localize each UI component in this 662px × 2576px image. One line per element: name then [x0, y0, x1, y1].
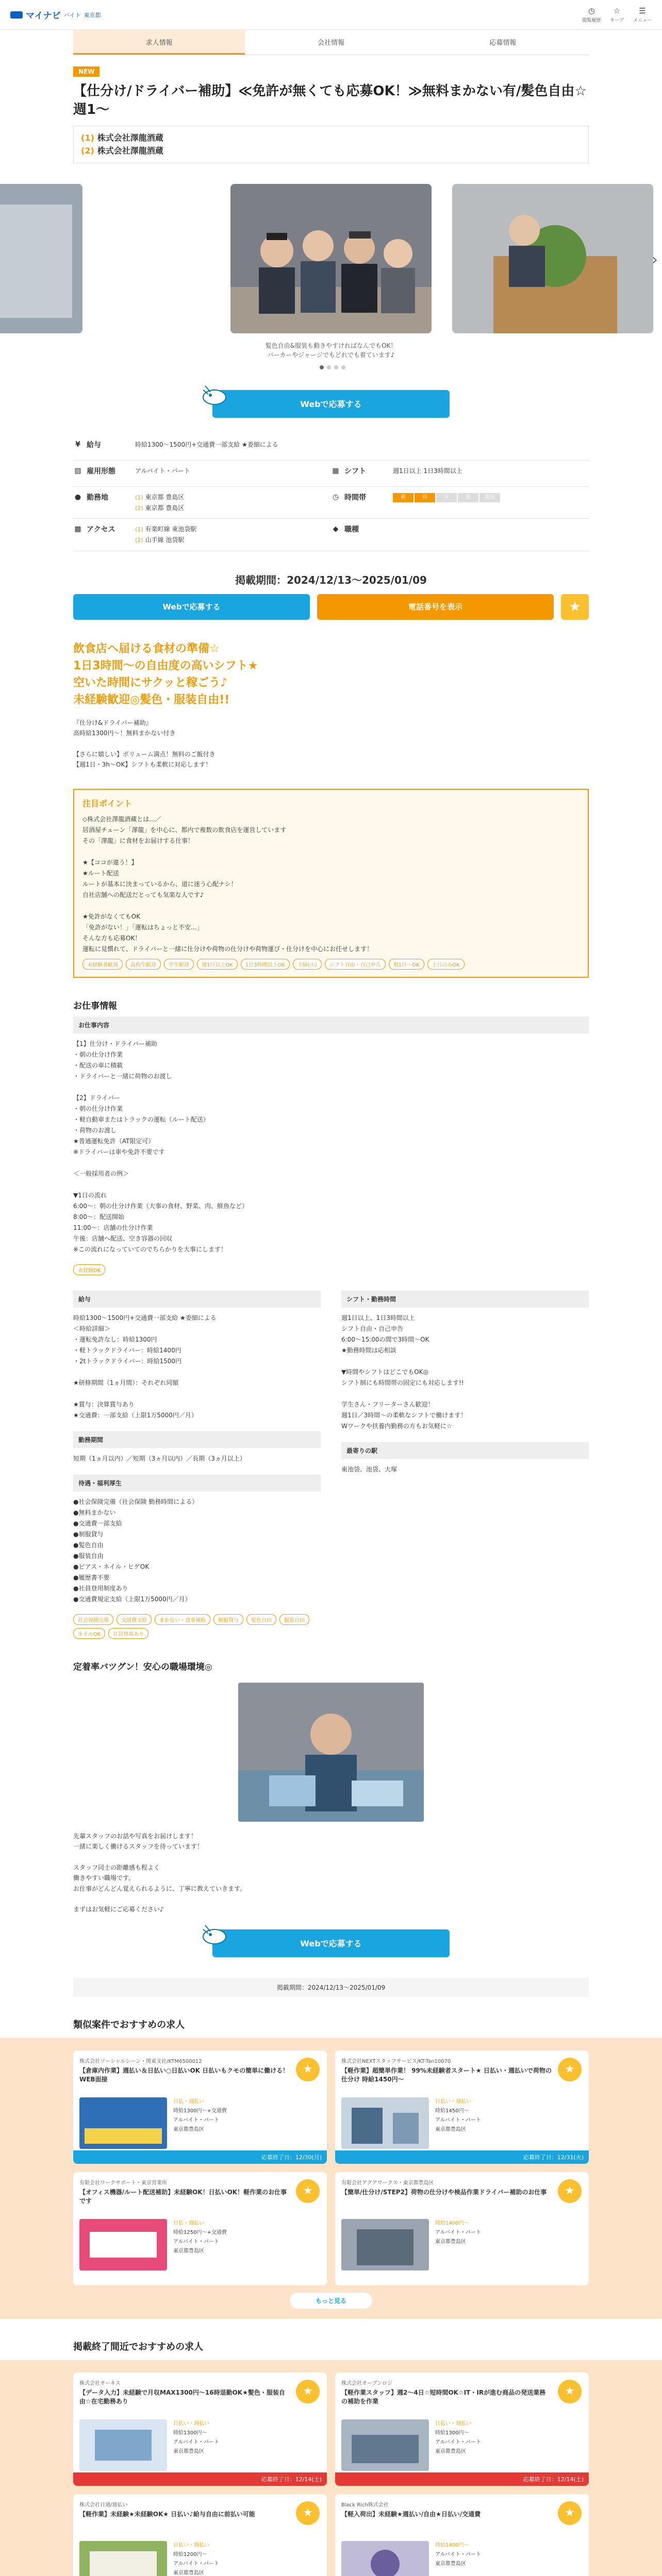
card-company: 株式会社NEXTスタッフサービス/KT-Tan10070 — [341, 2058, 451, 2064]
similar-jobs-grid — [73, 2050, 589, 2285]
clock-icon: ◷ — [332, 493, 339, 501]
feature-tag[interactable]: 週1日以上OK — [197, 959, 238, 970]
menu-label: メニュー — [633, 18, 652, 23]
right-col — [341, 1285, 589, 1639]
gallery-next-icon[interactable]: › — [652, 250, 658, 269]
card-details: 日払・週払い 時給1250円～+交通費 アルバイト・パート 東京都豊島区 — [173, 2220, 227, 2254]
workplace-photo — [238, 1683, 424, 1822]
card-details: 時給1400円～ アルバイト・パート 東京都豊島区 — [435, 2220, 481, 2245]
benefit-tag[interactable]: まかない・食事補助 — [155, 1614, 210, 1625]
card-details: 時給1400円～ アルバイト・パート 東京都豊島区 — [435, 2542, 481, 2567]
work-bar: お仕事内容 — [73, 1016, 589, 1033]
more-button[interactable]: もっと見る — [290, 2293, 372, 2309]
company-line-2[interactable] — [81, 144, 581, 158]
job-card[interactable] — [73, 2372, 327, 2486]
card-company: Black Rich株式会社 — [341, 2502, 389, 2508]
card-thumbnail — [79, 2419, 167, 2471]
job-card[interactable] — [335, 2050, 589, 2164]
benefit-tag[interactable]: 交通費支給 — [117, 1614, 152, 1625]
card-thumbnail — [79, 2541, 167, 2576]
work-section-title: お仕事情報 — [73, 1001, 117, 1011]
company-line-1[interactable] — [81, 131, 581, 145]
card-deadline: 応募終了日：12/30(月) — [73, 2150, 327, 2164]
info-row — [73, 519, 589, 551]
location-label: ● 勤務地 — [73, 492, 135, 502]
card-body — [341, 2219, 583, 2270]
gallery-photo-next — [452, 184, 653, 333]
time-cell: 朝 — [393, 493, 413, 502]
shift-value: 週1日以上 1日3時間以上 — [393, 467, 462, 474]
star-icon: ★ — [303, 2506, 313, 2520]
salary-value: 時給1300～1500円+交通費一部支給 ★委細による — [135, 440, 278, 448]
apply-web-button[interactable] — [212, 390, 450, 418]
card-details: 日払い・週払い 時給1200円～ アルバイト・パート 東京都豊島区 — [173, 2542, 219, 2576]
card-thumbnail — [341, 2541, 429, 2576]
card-company: 株式会社ソーシャルシーン・関東支社/KTM6500012 — [79, 2058, 202, 2064]
benefit-tag[interactable]: 社員登用あり — [108, 1628, 148, 1639]
card-thumbnail — [341, 2419, 429, 2471]
star-icon: ★ — [565, 2385, 575, 2398]
keep-star-button[interactable] — [296, 2058, 320, 2081]
card-body — [341, 2419, 583, 2471]
card-thumbnail — [341, 2097, 429, 2149]
new-badge: NEW — [73, 66, 100, 77]
card-deadline: 応募終了日：12/14(土) — [335, 2472, 589, 2486]
tab-company-info[interactable]: 会社情報 — [245, 30, 417, 55]
pin-icon: ● — [74, 493, 81, 501]
keep-label: キープ — [610, 18, 624, 23]
shift-cell — [331, 461, 589, 486]
shift-label: ▦ シフト — [331, 466, 393, 476]
job-card[interactable] — [335, 2372, 589, 2486]
card-body — [79, 2097, 321, 2149]
highlight-box — [73, 789, 589, 978]
top-header — [0, 0, 662, 30]
card-body — [79, 2541, 321, 2576]
work-content — [73, 1016, 589, 1275]
card-deadline: 応募終了日：12/14(土) — [73, 2472, 327, 2486]
left-col — [73, 1285, 321, 1639]
hours-label: ◷ 時間帯 — [331, 492, 393, 502]
keep-star-button[interactable] — [558, 2501, 582, 2525]
feature-tag[interactable]: 1日3時間以上OK — [241, 959, 290, 970]
company-num: (1) — [81, 132, 94, 143]
company-num: (2) — [81, 146, 94, 156]
site-logo[interactable] — [10, 8, 101, 21]
job-card[interactable] — [73, 2050, 327, 2164]
work-tag[interactable]: 未経験OK — [73, 1264, 105, 1275]
work-tags — [73, 1264, 589, 1275]
feature-tag[interactable]: 土日のみOK — [427, 959, 465, 970]
card-details: 日払い・週払い 時給1450円～ アルバイト・パート 東京都豊島区 — [435, 2098, 481, 2132]
info-row — [73, 461, 589, 487]
employment-value: アルバイト・パート — [135, 467, 190, 474]
benefit-tags — [73, 1614, 321, 1639]
similar-jobs-title: 類似案件でおすすめの求人 — [73, 2019, 185, 2030]
menu-icon: ☰ — [639, 6, 646, 15]
briefcase-icon: ▧ — [74, 466, 81, 475]
card-title[interactable]: 【軽入荷出】未経験★週払い/自由★日払い/交通費 — [341, 2510, 481, 2518]
keep-star-button[interactable] — [296, 2179, 320, 2203]
card-company: 株式会社オーキス — [79, 2380, 121, 2386]
star-icon: ☆ — [613, 6, 621, 15]
info-row — [73, 434, 589, 461]
menu-button[interactable] — [633, 6, 652, 23]
page-tabs — [73, 30, 589, 55]
star-icon: ★ — [303, 2385, 313, 2398]
header-icons — [582, 6, 652, 23]
closing-soon-grid — [73, 2372, 589, 2576]
keep-star-button[interactable] — [296, 2380, 320, 2403]
card-details: 日払い・週払い 時給1300円～ アルバイト・パート 東京都豊島区 — [173, 2420, 219, 2454]
card-company: 株式会社オープンロジ — [341, 2380, 393, 2386]
card-thumbnail — [79, 2097, 167, 2149]
keep-star-button[interactable] — [558, 2058, 582, 2081]
card-company: 株式会社日通/週払い — [79, 2502, 128, 2508]
apply-web-button-2[interactable]: Webで応募する — [73, 594, 310, 620]
job-summary-table — [73, 434, 589, 551]
catch-line-1: 飲食店へ届ける食材の準備☆ — [73, 642, 220, 655]
gallery-dots — [320, 365, 345, 369]
gallery-caption: 髪色自由&服装も動きやすければなんでもOK！ バーカーやジャージでもどれでも着ています♪ — [265, 342, 397, 359]
card-title[interactable]: 【軽作業スタッフ】週2～4日☆短時間OK☆IT・IRが進む商品の発送業務の補助を作業 — [341, 2388, 546, 2405]
card-thumbnail — [79, 2219, 167, 2270]
catch-line-4: 未経験歓迎◎髪色・服装自由!! — [73, 693, 230, 706]
logo-text: マイナビ — [26, 11, 61, 21]
card-company: 有限会社アクアワークス・東京都豊島区 — [341, 2180, 434, 2186]
logo-mark-icon — [10, 11, 23, 19]
time-cell: 昼 — [415, 493, 435, 502]
hours-value — [393, 492, 589, 502]
benefit-tag[interactable]: 制服貸与 — [213, 1614, 243, 1625]
feature-tag[interactable]: 主婦(夫) — [293, 959, 322, 970]
salary-body: 時給1300～1500円+交通費一部支給 ★委細による ＜時給詳細＞ ・運転免許なし：時給1300円 ・軽トラックドライバー：時給1400円 ・2tトラックドライバー：時給1500円 ★研修期間（1ヵ月間）：それぞれ同額 ★賞与：決算賞与あり ★交通費：一部支給（上限1万5000円／月） — [73, 1314, 217, 1419]
gallery-dot[interactable] — [341, 365, 345, 369]
feature-tag[interactable]: 未経験者歓迎 — [82, 959, 123, 970]
logo-sub: バイト — [63, 11, 81, 19]
benefit-tag[interactable]: 髪色自由 — [246, 1614, 276, 1625]
card-title[interactable]: 【倉庫内作業】週払い＆日払い○日払いOK 日払いもクモの簡単に働ける！WEB面接 — [79, 2066, 289, 2083]
period-bar: 勤務期間 — [73, 1431, 321, 1448]
time-cell: 夕 — [436, 493, 457, 502]
features-cell — [331, 519, 589, 550]
card-body — [341, 2097, 583, 2149]
keep-button[interactable] — [610, 6, 624, 23]
job-card[interactable] — [335, 2172, 589, 2285]
time-cell: 夜 — [458, 493, 478, 502]
card-title[interactable]: 【データ入力】未経験で月収MAX1300円～16時退勤OK★髪色・服装自由☆在宅勤務あり — [79, 2388, 285, 2405]
company-name: 株式会社澤龍酒蔵 — [97, 132, 163, 143]
feature-tag[interactable]: シフト自由・自己申告 — [325, 959, 386, 970]
catch-copy — [73, 640, 589, 708]
calendar-icon: ▦ — [332, 466, 339, 475]
mascot-icon — [200, 383, 229, 406]
card-title[interactable]: 【簡単/仕分け/STEP2】荷物の仕分けや検品作業ドライバー補助のお仕事 — [341, 2188, 547, 2196]
gallery-dot[interactable] — [327, 365, 331, 369]
card-body — [79, 2419, 321, 2471]
star-icon: ★ — [569, 599, 581, 615]
feature-tag[interactable]: 学生歓迎 — [164, 959, 194, 970]
card-body — [341, 2541, 583, 2576]
job-card[interactable] — [73, 2172, 327, 2285]
station-bar: 最寄りの駅 — [341, 1442, 589, 1459]
job-header — [73, 55, 589, 163]
time-cells — [393, 493, 589, 502]
closing-soon-area — [0, 2360, 662, 2576]
show-phone-button[interactable]: 電話番号を表示 — [317, 594, 554, 620]
card-details: 日払・週払い 時給1300円～+交通費 アルバイト・パート 東京都豊島区 — [173, 2098, 227, 2132]
card-details: 日払い・週払い 時給1300円～ アルバイト・パート 東京都豊島区 — [435, 2420, 481, 2454]
apply-web-button-3[interactable] — [212, 1929, 450, 1957]
photo-gallery — [0, 184, 662, 390]
tag-icon: ◆ — [333, 525, 339, 534]
highlight-title: 注目ポイント — [82, 798, 133, 808]
job-card[interactable] — [335, 2494, 589, 2576]
tab-job-info[interactable]: 求人情報 — [73, 30, 245, 55]
card-body — [79, 2219, 321, 2270]
access-cell — [73, 519, 331, 550]
keep-star-button[interactable] — [296, 2501, 320, 2525]
salary-cell — [73, 434, 589, 460]
info-row — [73, 487, 589, 519]
card-title[interactable]: 【軽作業】超簡単作業！ 99%未経験者スタート★ 日払い・週払いで荷物の仕分け 時給1450円～ — [341, 2066, 552, 2083]
tab-apply-info[interactable]: 応募情報 — [417, 30, 589, 55]
period-body: 短期（1ヵ月以内）／短期（3ヵ月以内）／長期（3ヵ月以上） — [73, 1454, 246, 1462]
highlight-body: ◇株式会社澤龍酒蔵とは...／ 居酒屋チェーン「澤龍」を中心に、都内で複数の飲食店を運営しています その「澤龍」に食材をお届けする仕事！ ★【ココが違う！】 ★ルート配送 ルートが基本に決まっているから、道に迷う心配ナシ！ 自社店舗への配送だとっても気楽な人です♪ ★免許がなくてもOK 「免許がない！」「運転はちょっと不安...」 そんな方も応募OK！ 運転に見慣れて、ドライバーと一緒に仕分けや荷物の仕分けや荷物運び・仕分けを中心にお任せします！ — [82, 815, 373, 953]
card-thumbnail — [341, 2219, 429, 2270]
gallery-dot[interactable] — [320, 365, 324, 369]
company-box — [73, 126, 589, 163]
card-title[interactable]: 【オフィス機器/ルート配送補助】未経験OK！日払いOK！軽作業のお仕事です — [79, 2188, 287, 2205]
history-label: 閲覧履歴 — [582, 18, 601, 23]
star-icon: ★ — [565, 2506, 575, 2520]
apply-label: Webで応募する — [300, 1939, 362, 1949]
location-value: (1) 東京都 豊島区 (2) 東京都 豊島区 — [135, 493, 185, 512]
similar-jobs-area — [0, 2038, 662, 2319]
hours-cell — [331, 487, 589, 518]
benefit-tag[interactable]: 服装自由 — [279, 1614, 309, 1625]
keep-star-button[interactable] — [561, 594, 589, 620]
access-value: (1) 有楽町線 東池袋駅 (2) 山手線 池袋駅 — [135, 526, 197, 544]
job-card[interactable] — [73, 2494, 327, 2576]
time-cell: 深夜 — [479, 493, 500, 502]
region-label[interactable]: 東京都 — [84, 11, 101, 19]
star-icon: ★ — [565, 2184, 575, 2198]
gallery-photo-prev — [0, 184, 82, 333]
benefit-tag[interactable]: 社会保険完備 — [73, 1614, 113, 1625]
yen-icon: ¥ — [75, 440, 80, 449]
star-icon: ★ — [303, 2184, 313, 2198]
features-label: ◆ 職種 — [331, 524, 393, 534]
benefit-tag[interactable]: ネイルOK — [73, 1628, 105, 1639]
card-title[interactable]: 【軽作業】未経験★未経験OK★ 日払い♪給与自由に前払い可能 — [79, 2510, 255, 2518]
station-body: 東池袋、池袋、大塚 — [341, 1465, 398, 1473]
keep-star-button[interactable] — [558, 2380, 582, 2403]
workplace-body: 先輩スタッフのお話や写真をお届けします！ 一緒に楽しく働けるスタッフを待っています！ スタッフ同士の距離感も程よく 働きやすい職場です。 お仕事がどんどん覚えられるように、丁寧に教えていきます。 まずはお気軽にご応募ください♪ — [73, 1832, 246, 1913]
access-label: ▩ アクセス — [73, 524, 135, 534]
gallery-dot[interactable] — [334, 365, 338, 369]
job-title: 【仕分け/ドライバー補助】≪免許が無くても応募OK！≫無料まかない有/髪色自由☆週1～ — [73, 83, 587, 118]
salary-label: ¥ 給与 — [73, 439, 135, 450]
benefit-bar: 待遇・福利厚生 — [73, 1475, 321, 1492]
employment-label: ▧ 雇用形態 — [73, 466, 135, 476]
history-button[interactable] — [582, 6, 601, 23]
benefit-body: ●社会保険完備（社会保険 勤務時間による） ●無料まかない ●交通費一部支給 ●制服貸与 ●髪色自由 ●服装自由 ●ピアス・ネイル・ヒゲOK ●履歴書不要 ●社員登用制度あり ●交通費規定支給（上限1万5000円／月） — [73, 1498, 198, 1603]
catch-line-3: 空いた時間にサクッと稼ごう♪ — [73, 676, 228, 689]
shift-bar: シフト・勤務時間 — [341, 1291, 589, 1308]
card-deadline: 応募終了日：12/31(火) — [335, 2150, 589, 2164]
feature-tag[interactable]: 週1日～OK — [389, 959, 424, 970]
clock-icon: ◷ — [588, 6, 595, 15]
posting-period-2: 掲載期間：2024/12/13～2025/01/09 — [73, 1978, 589, 1997]
catch-line-2: 1日3時間～の自由度の高いシフト★ — [73, 659, 258, 672]
closing-soon-title: 掲載終了間近でおすすめの求人 — [73, 2341, 204, 2352]
star-icon: ★ — [565, 2063, 575, 2076]
company-name: 株式会社澤龍酒蔵 — [97, 146, 163, 156]
highlight-tags — [82, 959, 580, 970]
location-cell — [73, 487, 331, 518]
shift-body: 週1日以上、1日3時間以上 シフト自由・自己申告 6:00～15:00の間で3時間～OK ★勤務時間は応相談 ▼時間やシフトはどこでもOK◎ シフト制にも時間帯の固定にも対応します!! 学生さん・フリーターさん歓迎！ 週1日／3時間～の柔軟なシフトで働けます！ Wワークや扶養内勤務の方もお気軽に☆ — [341, 1314, 467, 1430]
feature-tag[interactable]: 高校生歓迎 — [126, 959, 161, 970]
star-icon: ★ — [303, 2063, 313, 2076]
apply-label: Webで応募する — [300, 399, 362, 410]
catch-body: 『仕分け&ドライバー補助』 高時給1300円～！無料まかない付き 【さらに嬉しい】ボリューム満点！無料のご飯付き 【週1日・3h～OK】シフトも柔軟に対応します！ — [73, 719, 216, 769]
train-icon: ▩ — [74, 525, 81, 534]
posting-period: 掲載期間：2024/12/13～2025/01/09 — [235, 573, 427, 586]
mascot-icon — [200, 1922, 229, 1946]
card-company: 有限会社ワークサポート・東京営業所 — [79, 2180, 167, 2186]
gallery-photo-main — [230, 184, 432, 333]
work-body: 【1】仕分け・ドライバー補助 ・朝の仕分け作業 ・配送の車に積載 ・ドライバーと一緒に荷物のお渡し 【2】ドライバー ・朝の仕分け作業 ・軽自動車またはトラックの運転（ルート配送） ・荷物のお渡し ★普通運転免許（AT限定可） ※ドライバーは車や免許不要です ＜一般採用者の例＞ ▼1日の流れ 6:00～：朝の仕分け作業（大事の食材、野菜、肉、鮮魚など） 8:00～：配送開始 11:00～：店舗の仕分け作業 午後：店舗へ配送、空き容器の回収 ※この流れになっていてのでちらかりを大事にします！ — [73, 1040, 248, 1253]
salary-bar: 給与 — [73, 1291, 321, 1308]
employment-cell — [73, 461, 331, 486]
workplace-title: 定着率バツグン！安心の職場環境◎ — [73, 1662, 212, 1672]
keep-star-button[interactable] — [558, 2179, 582, 2203]
action-buttons — [73, 594, 589, 620]
work-details — [73, 1285, 589, 1639]
